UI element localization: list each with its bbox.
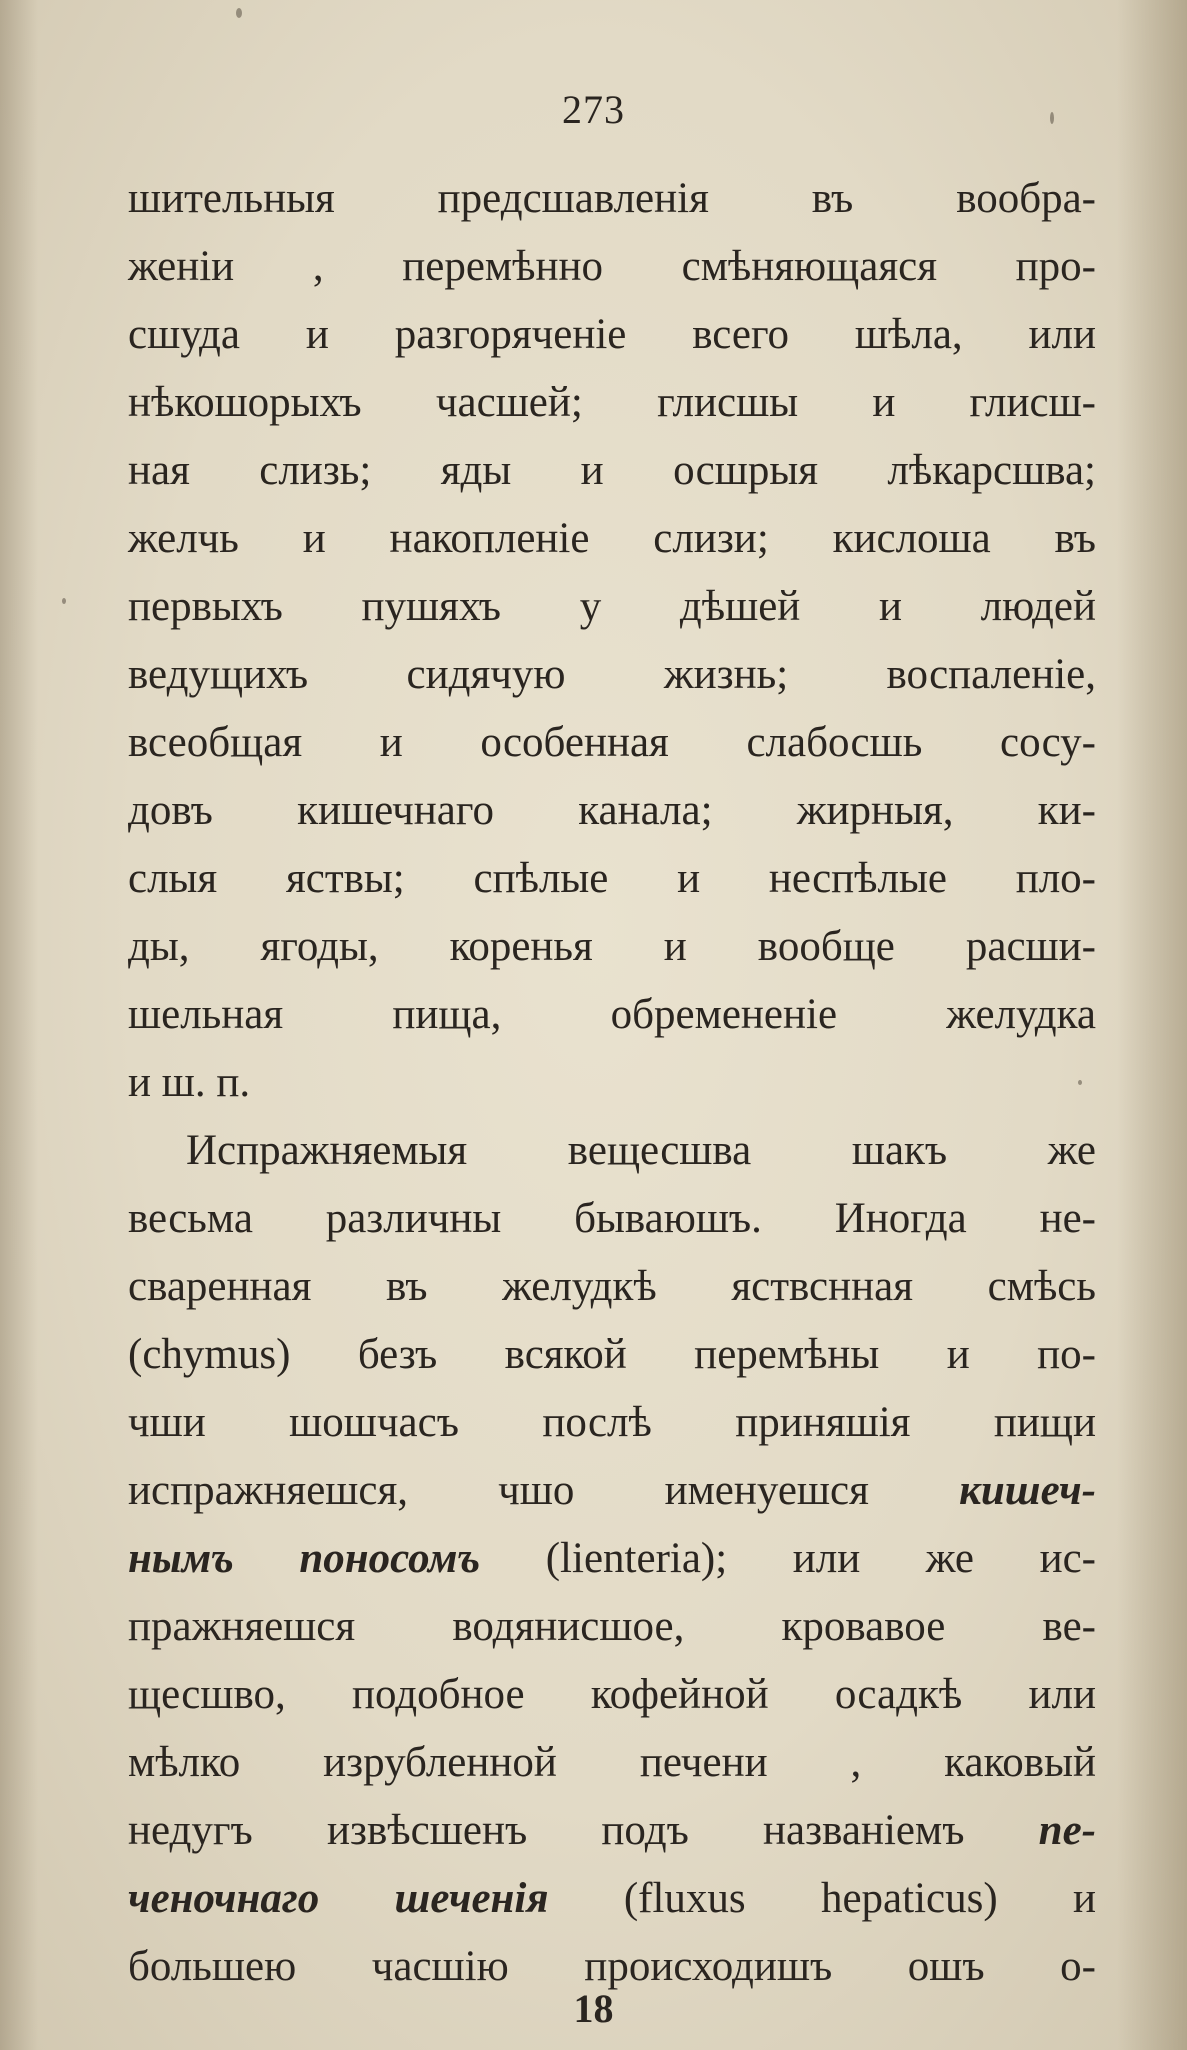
text-line [128,1865,1096,1933]
paragraph-2 [128,1117,1096,2001]
text-line [128,1797,1096,1865]
text-run: (fluxus hepaticus) и [548,1875,1096,1922]
text-line: пражняешся водянисшое, кровавое ве- [128,1603,1096,1650]
text-run: недугъ извѣсшенъ подъ названіемъ [128,1807,1039,1854]
italic-term: ченочнаго шеченія [128,1875,549,1922]
text-line [128,1457,1096,1525]
signature-mark: 18 [573,1986,614,2031]
text-line: ная слизь; яды и осшрыя лѣкарсшва; [128,447,1096,494]
page-edge-shadow-right [1117,0,1187,2050]
page-number: 273 [562,87,625,132]
text-line: всеобщая и особенная слабосшь сосу- [128,719,1096,766]
text-line: нѣкошорыхъ часшей; глисшы и глисш- [128,379,1096,426]
text-line: желчь и накопленіе слизи; кислоша въ [128,515,1096,562]
text-line: слыя яствы; спѣлые и неспѣлые пло- [128,855,1096,902]
text-line: сваренная въ желудкѣ яствснная смѣсь [128,1263,1096,1310]
text-line: ведущихъ сидячую жизнь; воспаленіе, [128,651,1096,698]
text-run: испражняешся, чшо именуешся [128,1467,960,1514]
text-line: шительныя предсшавленія въ вообра- [128,175,1096,222]
text-line: довъ кишечнаго канала; жирныя, ки- [128,787,1096,834]
text-line: женіи , перемѣнно смѣняющаяся про- [128,243,1096,290]
ink-speck [62,598,66,604]
text-line: мѣлко изрубленной печени , каковый [128,1739,1096,1786]
italic-term: пе- [1038,1807,1096,1854]
text-line: сшуда и разгоряченіе всего шѣла, или [128,311,1096,358]
text-line: весьма различны бываюшъ. Иногда не- [128,1195,1096,1242]
page-edge-shadow-left [0,0,38,2050]
text-line: чши шошчасъ послѣ приняшія пищи [128,1399,1096,1446]
text-line: шельная пища, обремененіе желудка [128,991,1096,1038]
italic-term: кишеч- [959,1467,1096,1514]
text-line: большею часшію происходишъ ошъ о- [128,1943,1096,1990]
italic-term: нымъ поносомъ [128,1535,481,1582]
text-line: (chymus) безъ всякой перемѣны и по- [128,1331,1096,1378]
body-text [128,165,1096,2001]
ink-speck [236,8,242,18]
text-line: ды, ягоды, коренья и вообще расши- [128,923,1096,970]
text-line: первыхъ пушяхъ у дѣшей и людей [128,583,1096,630]
text-line [128,1525,1096,1593]
paragraph-1 [128,165,1096,1117]
text-run: (lienteria); или же ис- [480,1535,1096,1582]
text-line: Испражняемыя вещесшва шакъ же [186,1127,1096,1174]
text-line: и ш. п. [128,1059,251,1106]
text-line: щесшво, подобное кофейной осадкѣ или [128,1671,1096,1718]
